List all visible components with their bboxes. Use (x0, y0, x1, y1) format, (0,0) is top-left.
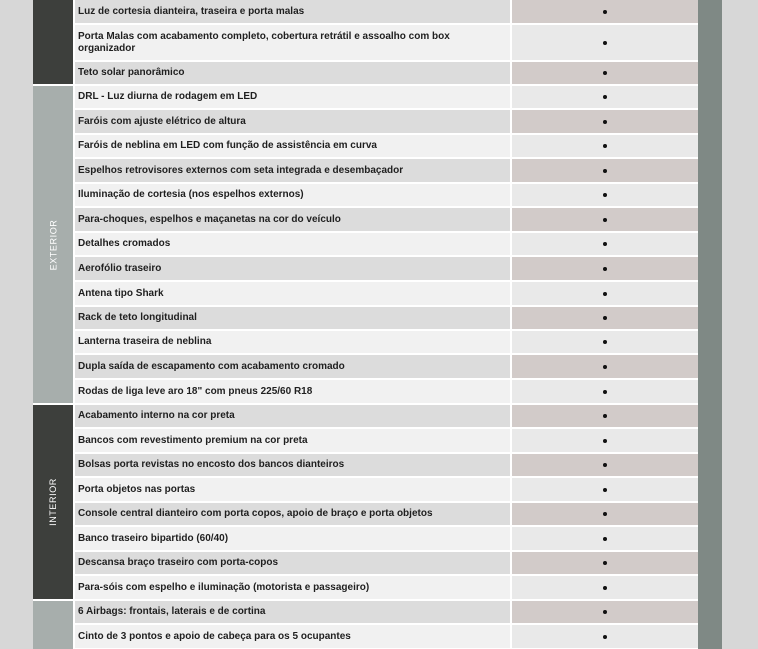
feature-description: Bolsas porta revistas no encosto dos bancos dianteiros (75, 454, 510, 476)
availability-cell (512, 355, 698, 378)
availability-cell (512, 625, 698, 648)
right-margin (722, 0, 758, 649)
table-row (75, 576, 698, 599)
availability-cell (512, 135, 698, 157)
filled-dot-icon (603, 267, 607, 271)
section-bar-interior (33, 405, 73, 599)
availability-cell (512, 307, 698, 329)
feature-description: Porta Malas com acabamento completo, cobertura retrátil e assoalho com box organizador (75, 25, 510, 60)
feature-description: Acabamento interno na cor preta (75, 405, 510, 427)
table-row (75, 405, 698, 427)
availability-cell (512, 601, 698, 623)
filled-dot-icon (603, 561, 607, 565)
feature-description: Porta objetos nas portas (75, 478, 510, 501)
filled-dot-icon (603, 10, 607, 14)
availability-cell (512, 25, 698, 60)
availability-cell (512, 331, 698, 353)
filled-dot-icon (603, 439, 607, 443)
availability-cell (512, 159, 698, 182)
feature-description: 6 Airbags: frontais, laterais e de cortina (75, 601, 510, 623)
table-row (75, 503, 698, 525)
table-row (75, 601, 698, 623)
feature-description: Antena tipo Shark (75, 282, 510, 305)
table-row (75, 478, 698, 501)
feature-description: Dupla saída de escapamento com acabamento cromado (75, 355, 510, 378)
table-row (75, 62, 698, 84)
filled-dot-icon (603, 340, 607, 344)
feature-description: Espelhos retrovisores externos com seta integrada e desembaçador (75, 159, 510, 182)
filled-dot-icon (603, 414, 607, 418)
availability-cell (512, 282, 698, 305)
filled-dot-icon (603, 586, 607, 590)
feature-description: Lanterna traseira de neblina (75, 331, 510, 353)
table-row (75, 135, 698, 157)
feature-description: Aerofólio traseiro (75, 257, 510, 280)
filled-dot-icon (603, 242, 607, 246)
availability-cell (512, 527, 698, 550)
availability-cell (512, 110, 698, 133)
section-label: INTERIOR (48, 478, 58, 526)
section-label: EXTERIOR (48, 219, 58, 270)
availability-cell (512, 233, 698, 255)
table-row (75, 233, 698, 255)
availability-cell (512, 454, 698, 476)
table-row (75, 0, 698, 23)
filled-dot-icon (603, 390, 607, 394)
availability-cell (512, 184, 698, 206)
availability-cell (512, 208, 698, 231)
table-row (75, 380, 698, 403)
table-row (75, 552, 698, 574)
table-row (75, 257, 698, 280)
left-margin (0, 0, 33, 649)
feature-description: Para-choques, espelhos e maçanetas na cor do veículo (75, 208, 510, 231)
feature-description: Rodas de liga leve aro 18" com pneus 225/60 R18 (75, 380, 510, 403)
feature-description: Iluminação de cortesia (nos espelhos externos) (75, 184, 510, 206)
filled-dot-icon (603, 635, 607, 639)
availability-cell (512, 478, 698, 501)
table-row (75, 159, 698, 182)
section-bar-safety (33, 601, 73, 649)
filled-dot-icon (603, 41, 607, 45)
filled-dot-icon (603, 292, 607, 296)
feature-description: Faróis de neblina em LED com função de assistência em curva (75, 135, 510, 157)
table-row (75, 25, 698, 60)
feature-description: Teto solar panorâmico (75, 62, 510, 84)
table-row (75, 184, 698, 206)
table-row (75, 208, 698, 231)
feature-description: Descansa braço traseiro com porta-copos (75, 552, 510, 574)
filled-dot-icon (603, 537, 607, 541)
availability-cell (512, 576, 698, 599)
feature-description: DRL - Luz diurna de rodagem em LED (75, 86, 510, 108)
filled-dot-icon (603, 71, 607, 75)
right-accent-band (698, 0, 722, 649)
availability-cell (512, 429, 698, 452)
table-row (75, 429, 698, 452)
feature-description: Banco traseiro bipartido (60/40) (75, 527, 510, 550)
feature-description: Para-sóis com espelho e iluminação (motorista e passageiro) (75, 576, 510, 599)
table-row (75, 625, 698, 648)
feature-description: Rack de teto longitudinal (75, 307, 510, 329)
filled-dot-icon (603, 512, 607, 516)
availability-cell (512, 405, 698, 427)
availability-cell (512, 380, 698, 403)
filled-dot-icon (603, 488, 607, 492)
filled-dot-icon (603, 316, 607, 320)
table-row (75, 331, 698, 353)
filled-dot-icon (603, 169, 607, 173)
filled-dot-icon (603, 218, 607, 222)
table-row (75, 454, 698, 476)
filled-dot-icon (603, 610, 607, 614)
filled-dot-icon (603, 144, 607, 148)
table-row (75, 86, 698, 108)
filled-dot-icon (603, 193, 607, 197)
filled-dot-icon (603, 95, 607, 99)
feature-description: Faróis com ajuste elétrico de altura (75, 110, 510, 133)
filled-dot-icon (603, 365, 607, 369)
availability-cell (512, 86, 698, 108)
table-row (75, 307, 698, 329)
table-row (75, 527, 698, 550)
table-row (75, 282, 698, 305)
table-row (75, 110, 698, 133)
feature-description: Cinto de 3 pontos e apoio de cabeça para os 5 ocupantes (75, 625, 510, 648)
availability-cell (512, 62, 698, 84)
availability-cell (512, 0, 698, 23)
table-row (75, 355, 698, 378)
feature-description: Detalhes cromados (75, 233, 510, 255)
filled-dot-icon (603, 463, 607, 467)
availability-cell (512, 503, 698, 525)
section-bar-exterior (33, 86, 73, 403)
filled-dot-icon (603, 120, 607, 124)
availability-cell (512, 552, 698, 574)
availability-cell (512, 257, 698, 280)
feature-description: Bancos com revestimento premium na cor preta (75, 429, 510, 452)
feature-description: Console central dianteiro com porta copos, apoio de braço e porta objetos (75, 503, 510, 525)
section-bar-top (33, 0, 73, 84)
feature-description: Luz de cortesia dianteira, traseira e porta malas (75, 0, 510, 23)
